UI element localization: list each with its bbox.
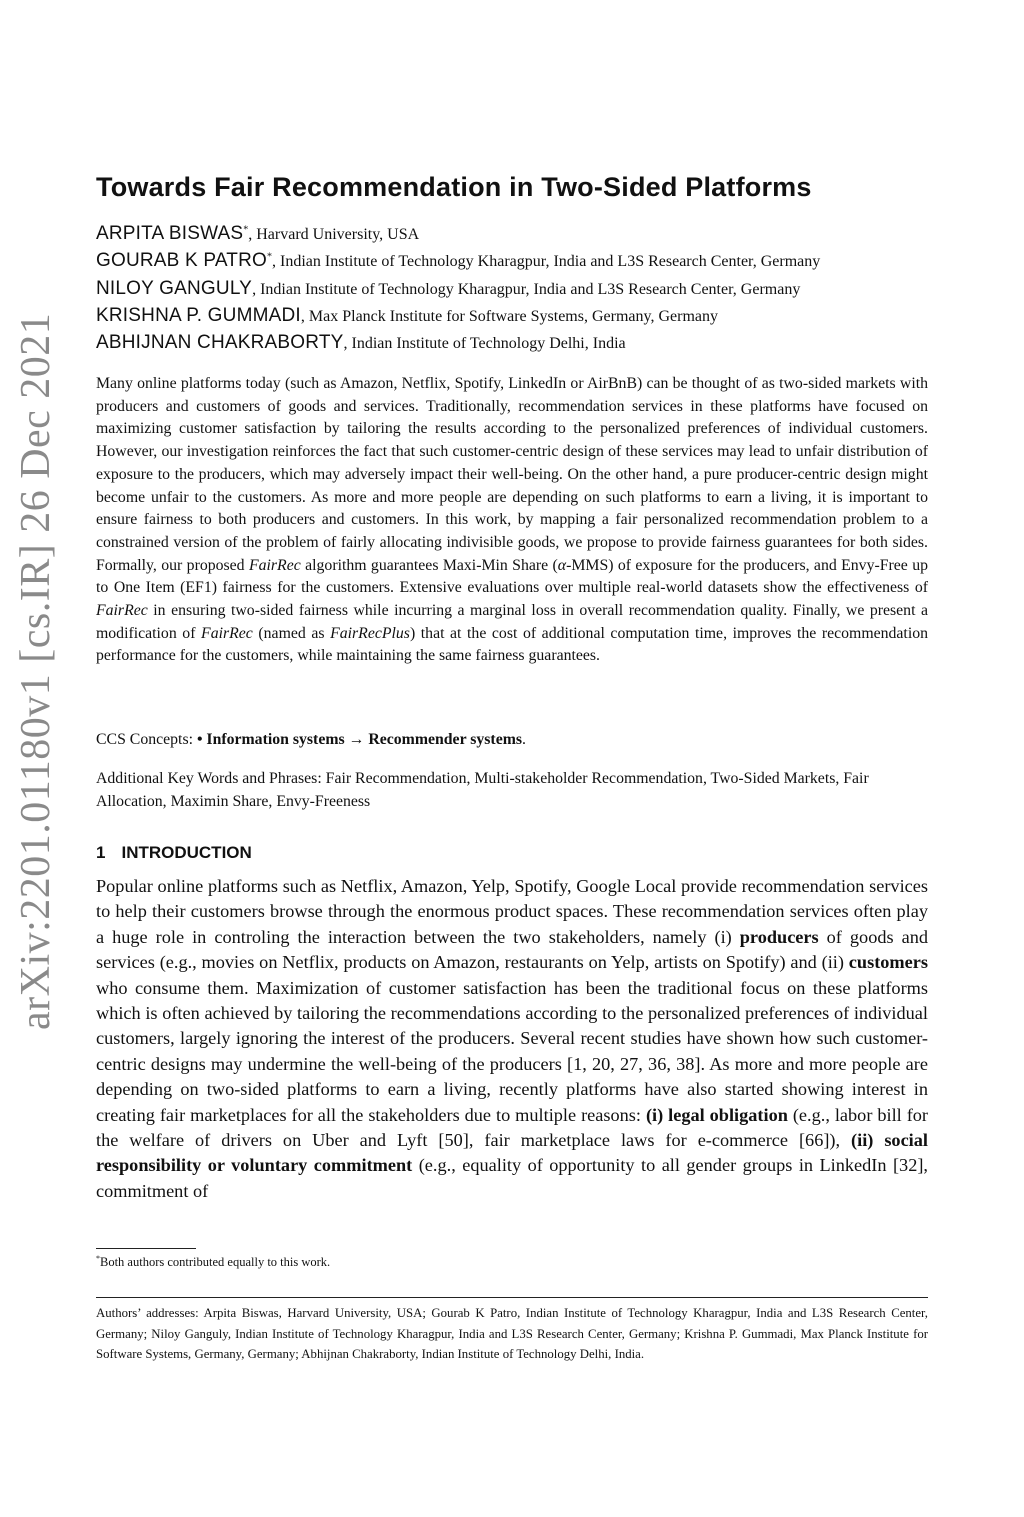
footnote-text: Both authors contributed equally to this work. (100, 1255, 331, 1270)
equal-contribution-mark: * (267, 251, 273, 263)
author-affiliation: , Indian Institute of Technology Kharagpur, India and L3S Research Center, Germany (272, 253, 821, 270)
footnote (96, 1254, 330, 1270)
abstract-text: ) that at the cost of additional computation time, improves the recommendation performance for the customers, while maintaining the same fairness guarantees. (96, 624, 928, 665)
author-name: GOURAB K PATRO (96, 250, 268, 271)
section-title: INTRODUCTION (121, 843, 252, 862)
author-line-1 (96, 223, 419, 245)
abstract-text: -MMS) of exposure for the producers, and Envy-Free up to One Item (EF1) fairness for the customers. Extensive evaluations over multiple real-world datasets show the effectiveness of (96, 556, 928, 597)
ccs-label: CCS Concepts: (96, 731, 197, 748)
author-line-3 (96, 278, 800, 300)
algorithm-name: FairRecPlus (330, 624, 410, 642)
author-affiliation: , Harvard University, USA (248, 226, 420, 243)
section-heading (96, 843, 252, 863)
algorithm-name: FairRec (248, 556, 301, 574)
algorithm-name: FairRec (96, 602, 148, 620)
ccs-end: . (522, 731, 526, 748)
ccs-concepts (96, 731, 526, 749)
addresses-rule (96, 1297, 928, 1298)
author-name: ARPITA BISWAS (96, 223, 244, 244)
abstract-text: Many online platforms today (such as Amazon, Netflix, Spotify, LinkedIn or AirBnB) can be thought of as two-sided markets with producers and customers of goods and services. Traditionally, recommendation services in these platforms have focused on maximizing customer satisfaction by tailoring the results according to the personalized preferences of individual customers. However, our investigation reinforces the fact that such customer-centric design of these services may lead to unfair distribution of exposure to the producers, which may adversely impact their well-being. On the other hand, a pure producer-centric design might become unfair to the customers. As more and more people are depending on such platforms to earn a living, it is important to ensure fairness to both producers and customers. In this work, by mapping a fair personalized recommendation problem to a constrained version of the problem of fairly allocating indivisible goods, we propose to provide fairness guarantees for both sides. Formally, our proposed (96, 375, 928, 574)
introduction-paragraph (96, 874, 928, 1204)
abstract-text: in ensuring two-sided fairness while incurring a marginal loss in overall recommendation quality. Finally, we present a modification of (96, 602, 928, 642)
alpha-symbol: α (557, 556, 567, 574)
intro-text: of goods and services (e.g., movies on Netflix, products on Amazon, restaurants on Yelp, artists on Spotify) and (ii) (96, 926, 928, 973)
section-number: 1 (96, 843, 106, 862)
abstract (96, 373, 928, 668)
keywords: Additional Key Words and Phrases: Fair Recommendation, Multi-stakeholder Recommendation, Two-Sided Markets, Fair Allocation, Maximin Share, Envy-Freeness (96, 770, 869, 810)
author-name: ABHIJNAN CHAKRABORTY (96, 332, 344, 353)
author-affiliation: , Indian Institute of Technology Kharagpur, India and L3S Research Center, Germany (252, 281, 801, 298)
abstract-text: (named as (252, 624, 331, 642)
author-line-2 (96, 250, 820, 272)
footnote-mark: * (96, 1254, 100, 1263)
author-affiliation: , Indian Institute of Technology Delhi, India (343, 335, 626, 352)
abstract-text: algorithm guarantees Maxi-Min Share ( (300, 556, 558, 574)
author-name: NILOY GANGULY (96, 278, 253, 299)
algorithm-name: FairRec (201, 624, 253, 642)
intro-bold: (i) legal obligation (645, 1104, 788, 1125)
intro-bold: (ii) social responsibility or voluntary commitment (96, 1130, 928, 1176)
intro-text: who consume them. Maximization of customer satisfaction has been the traditional focus on these platforms which is often achieved by tailoring the recommendations according to the personalized preferences of individual customers, largely ignoring the interest of the producers. Several recent studies have shown how such customer-centric designs may undermine the well-being of the producers [1, 20, 27, 36, 38]. As more and more people are depending on two-sided platforms to earn a living, recently platforms have also started showing interest in creating fair marketplaces for all the stakeholders due to multiple reasons: (96, 977, 928, 1125)
footnote-rule (96, 1248, 196, 1249)
intro-bold: customers (848, 952, 928, 973)
intro-text: Popular online platforms such as Netflix, Amazon, Yelp, Spotify, Google Local provide recommendation services to help their customers browse through the enormous product spaces. These recommendation services often play a huge role in controling the interaction between the two stakeholders, namely (i) (96, 876, 928, 947)
author-line-5 (96, 332, 626, 354)
intro-text: (e.g., labor bill for the welfare of drivers on Uber and Lyft [50], fair marketplace laws for e-commerce [66]), (96, 1104, 929, 1151)
ccs-concept: • Information systems → Recommender systems (196, 731, 523, 748)
intro-bold: producers (739, 926, 819, 947)
paper-title: Towards Fair Recommendation in Two-Sided Platforms (96, 172, 812, 202)
intro-text: (e.g., equality of opportunity to all gender groups in LinkedIn [32], commitment of (96, 1155, 928, 1201)
equal-contribution-mark: * (243, 224, 249, 236)
author-name: KRISHNA P. GUMMADI (96, 305, 301, 326)
authors-addresses: Authors’ addresses: Arpita Biswas, Harvard University, USA; Gourab K Patro, Indian Institute of Technology Kharagpur, India and L3S Research Center, Germany; Niloy Ganguly, Indian Institute of Technology Kharagpur, India and L3S Research Center, Germany; Krishna P. Gummadi, Max Planck Institute for Software Systems, Germany, Germany; Abhijnan Chakraborty, Indian Institute of Technology Delhi, India. (96, 1306, 928, 1361)
arxiv-identifier-stamp: arXiv:2201.01180v1 [cs.IR] 26 Dec 2021 (13, 312, 59, 1030)
author-line-4 (96, 305, 718, 327)
author-affiliation: , Max Planck Institute for Software Systems, Germany, Germany (300, 308, 718, 325)
